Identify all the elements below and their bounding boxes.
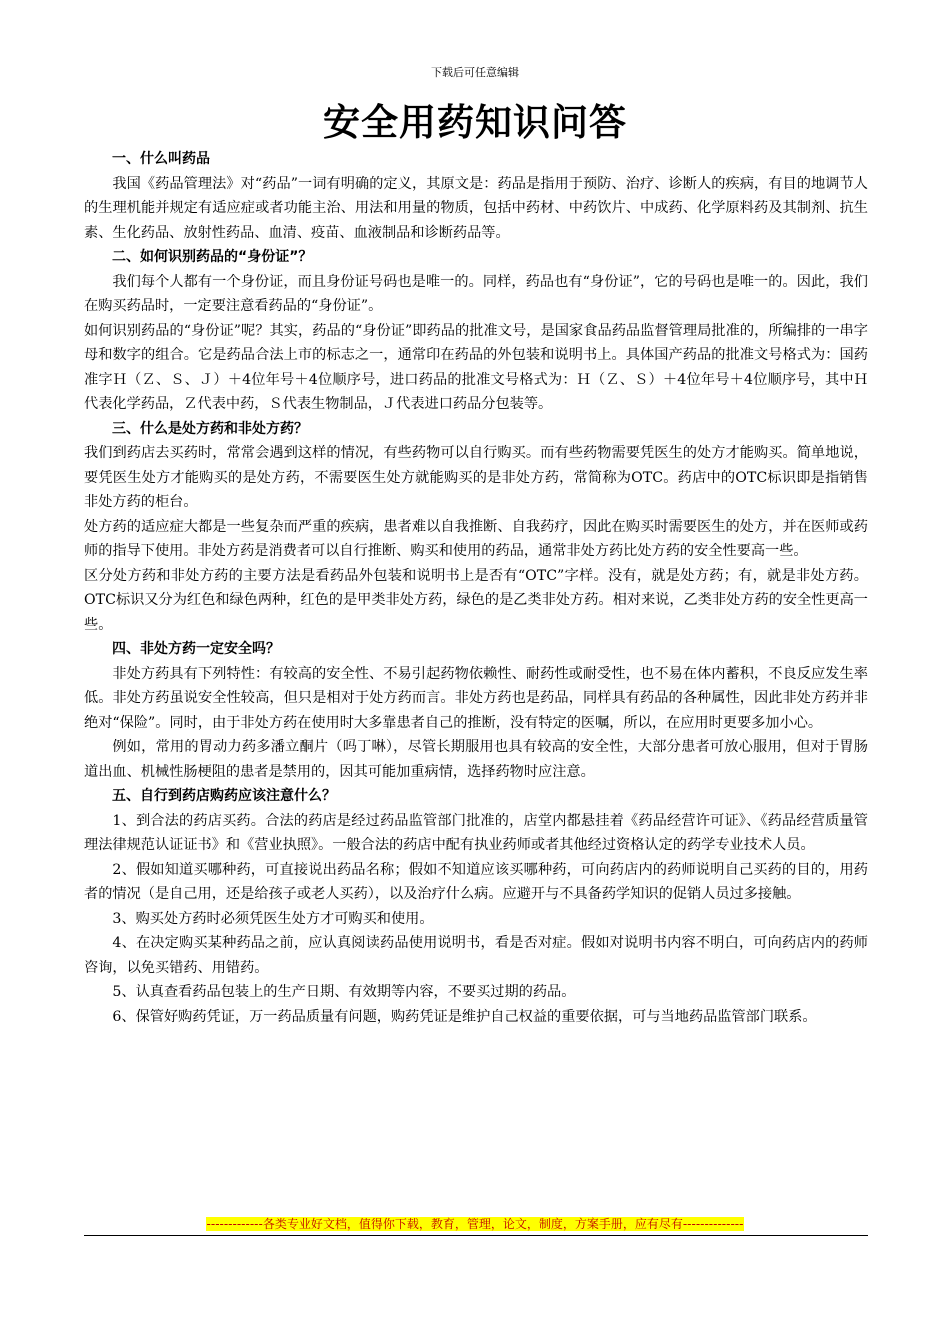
footer-divider: [84, 1235, 868, 1236]
footer-banner: [0, 1216, 950, 1232]
section-5-item-6: 6、保管好购药凭证，万一药品质量有问题，购药凭证是维护自己权益的重要依据，可与当地药品监管部门联系。: [112, 1008, 817, 1025]
header-note: 下载后可任意编辑: [431, 66, 519, 79]
section-4-paragraph-2: 例如，常用的胃动力药多潘立酮片（吗丁啉），尽管长期服用也具有较高的安全性，大部分患者可放心服用，但对于胃肠道出血、机械性肠梗阻的患者是禁用的，因其可能加重病情，选择药物时应注意。: [84, 739, 868, 780]
section-5-item-5: 5、认真查看药品包装上的生产日期、有效期等内容，不要买过期的药品。: [112, 984, 576, 1000]
section-heading-2: 二、如何识别药品的“身份证”？: [112, 249, 313, 265]
section-1-paragraph-1: 我国《药品管理法》对“药品”一词有明确的定义，其原文是：药品是指用于预防、治疗、诊断人的疾病，有目的地调节人的生理机能并规定有适应症或者功能主治、用法和用量的物质，包括中药材、中药饮片、中成药、化学原料药及其制剂、抗生素、生化药品、放射性药品、血清、疫苗、血液制品和诊断药品等。: [84, 175, 868, 241]
document-body: [84, 147, 868, 1029]
section-heading-5: 五、自行到药店购药应该注意什么？: [112, 788, 336, 804]
section-heading-4: 四、非处方药一定安全吗？: [112, 641, 280, 657]
section-5-item-1: 1、到合法的药店买药。合法的药店是经过药品监管部门批准的，店堂内都悬挂着《药品经营许可证》、《药品经营质量管理法律规范认证证书》和《营业执照》。一般合法的药店中配有执业药师或者其他经过资格认定的药学专业技术人员。: [84, 812, 868, 853]
section-heading-1: 一、什么叫药品: [112, 151, 210, 167]
section-3-paragraph-2: 处方药的适应症大都是一些复杂而严重的疾病，患者难以自我推断、自我药疗，因此在购买时需要医生的处方，并在医师或药师的指导下使用。非处方药是消费者可以自行推断、购买和使用的药品，通常非处方药比处方药的安全性要高一些。: [84, 518, 868, 559]
section-5-item-3: 3、购买处方药时必须凭医生处方才可购买和使用。: [112, 910, 434, 927]
section-5-item-4: 4、在决定购买某种药品之前，应认真阅读药品使用说明书，看是否对症。假如对说明书内容不明白，可向药店内的药师咨询，以免买错药、用错药。: [84, 935, 868, 976]
section-2-paragraph-1: 我们每个人都有一个身份证，而且身份证号码也是唯一的。同样，药品也有“身份证”，它的号码也是唯一的。因此，我们在购买药品时，一定要注意看药品的“身份证”。: [84, 273, 868, 314]
section-5-item-2: 2、假如知道买哪种药，可直接说出药品名称；假如不知道应该买哪种药，可向药店内的药师说明自己买药的目的，用药者的情况（是自己用，还是给孩子或老人买药），以及治疗什么病。应避开与不具备药学知识的促销人员过多接触。: [84, 861, 868, 902]
page-title: 安全用药知识问答: [323, 101, 627, 144]
section-2-paragraph-2: 如何识别药品的“身份证”呢？其实，药品的“身份证”即药品的批准文号，是国家食品药品监督管理局批准的，所编排的一串字母和数字的组合。它是药品合法上市的标志之一，通常印在药品的外包装和说明书上。具体国产药品的批准文号格式为：国药准字Ｈ（Ｚ、Ｓ、Ｊ）＋4位年号＋4位顺序号，进口药品的批准文号格式为：Ｈ（Ｚ、Ｓ）＋4位年号＋4位顺序号，其中Ｈ代表化学药品，Ｚ代表中药，Ｓ代表生物制品，Ｊ代表进口药品分包装等。: [84, 322, 868, 412]
section-4-paragraph-1: 非处方药具有下列特性：有较高的安全性、不易引起药物依赖性、耐药性或耐受性，也不易在体内蓄积，不良反应发生率低。非处方药虽说安全性较高，但只是相对于处方药而言。非处方药也是药品，同样具有药品的各种属性，因此非处方药并非绝对“保险”。同时，由于非处方药在使用时大多靠患者自己的推断，没有特定的医嘱，所以，在应用时更要多加小心。: [84, 665, 868, 731]
section-heading-3: 三、什么是处方药和非处方药？: [112, 420, 308, 437]
section-3-paragraph-3: 区分处方药和非处方药的主要方法是看药品外包装和说明书上是否有“OTC”字样。没有，就是处方药；有，就是非处方药。OTC标识又分为红色和绿色两种，红色的是甲类非处方药，绿色的是乙类非处方药。相对来说，乙类非处方药的安全性更高一些。: [84, 567, 868, 633]
section-3-paragraph-1: 我们到药店去买药时，常常会遇到这样的情况，有些药物可以自行购买。而有些药物需要凭医生的处方才能购买。简单地说，要凭医生处方才能购买的是处方药，不需要医生处方就能购买的是非处方药，常简称为OTC。药店中的OTC标识即是指销售非处方药的柜台。: [84, 445, 868, 510]
footer-banner-text: -------------各类专业好文档，值得你下载，教育，管理，论文，制度，方案手册，应有尽有--------------: [206, 1217, 744, 1231]
